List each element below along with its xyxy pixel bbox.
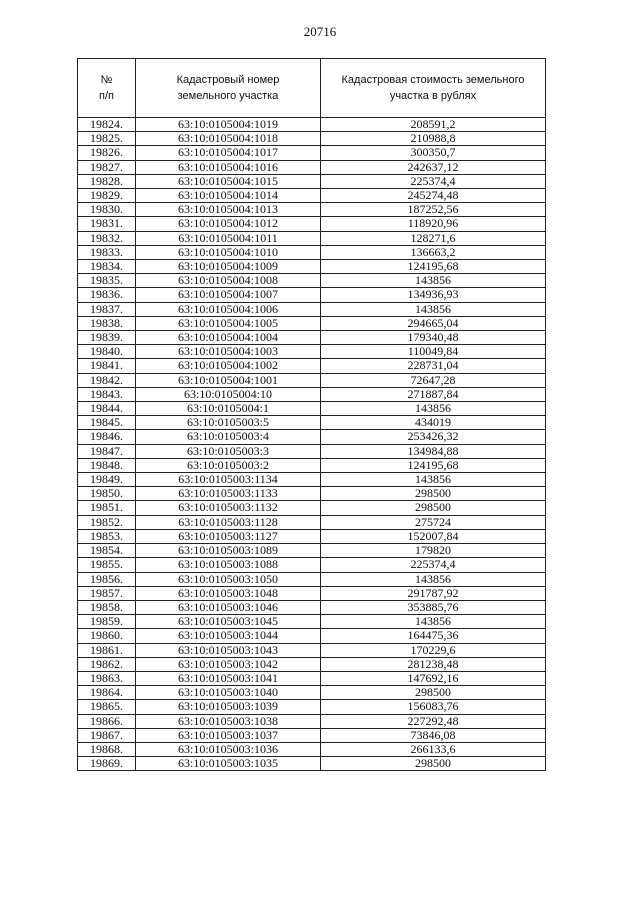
cadastral-value: 281238,48 xyxy=(321,657,546,671)
cadastral-value: 143856 xyxy=(321,473,546,487)
table-row xyxy=(78,331,546,345)
table-row xyxy=(78,260,546,274)
cadastral-number: 63:10:0105004:10 xyxy=(136,387,321,401)
cadastral-value: 291787,92 xyxy=(321,586,546,600)
table-row xyxy=(78,444,546,458)
cadastral-value: 143856 xyxy=(321,572,546,586)
cadastral-value: 187252,56 xyxy=(321,203,546,217)
row-number: 19837. xyxy=(78,302,136,316)
row-number: 19842. xyxy=(78,373,136,387)
table-row xyxy=(78,600,546,614)
row-number: 19826. xyxy=(78,146,136,160)
header-number xyxy=(78,59,136,118)
cadastral-number: 63:10:0105003:1133 xyxy=(136,487,321,501)
row-number: 19865. xyxy=(78,700,136,714)
row-number: 19843. xyxy=(78,387,136,401)
cadastral-value: 134984,88 xyxy=(321,444,546,458)
cadastral-value: 73846,08 xyxy=(321,728,546,742)
cadastral-number: 63:10:0105003:1048 xyxy=(136,586,321,600)
cadastral-value: 242637,12 xyxy=(321,160,546,174)
cadastral-value: 143856 xyxy=(321,402,546,416)
cadastral-number: 63:10:0105003:1042 xyxy=(136,657,321,671)
cadastral-number: 63:10:0105003:1035 xyxy=(136,757,321,771)
cadastral-number: 63:10:0105004:1016 xyxy=(136,160,321,174)
table-row xyxy=(78,671,546,685)
table-row xyxy=(78,629,546,643)
cadastral-value: 225374,4 xyxy=(321,558,546,572)
cadastral-number: 63:10:0105004:1013 xyxy=(136,203,321,217)
cadastral-number: 63:10:0105003:1044 xyxy=(136,629,321,643)
cadastral-value: 124195,68 xyxy=(321,458,546,472)
row-number: 19836. xyxy=(78,288,136,302)
cadastral-number: 63:10:0105003:4 xyxy=(136,430,321,444)
row-number: 19857. xyxy=(78,586,136,600)
cadastral-number: 63:10:0105004:1017 xyxy=(136,146,321,160)
row-number: 19841. xyxy=(78,359,136,373)
table-row xyxy=(78,274,546,288)
row-number: 19845. xyxy=(78,416,136,430)
table-row xyxy=(78,643,546,657)
table-row xyxy=(78,245,546,259)
cadastral-value-table xyxy=(77,58,546,771)
cadastral-value: 179340,48 xyxy=(321,331,546,345)
table-row xyxy=(78,728,546,742)
table-row xyxy=(78,572,546,586)
page-number: 20716 xyxy=(303,24,337,39)
row-number: 19827. xyxy=(78,160,136,174)
cadastral-number: 63:10:0105003:1040 xyxy=(136,686,321,700)
table-row xyxy=(78,387,546,401)
row-number: 19840. xyxy=(78,345,136,359)
table-row xyxy=(78,189,546,203)
table-row xyxy=(78,515,546,529)
table-row xyxy=(78,203,546,217)
cadastral-value: 134936,93 xyxy=(321,288,546,302)
table-row xyxy=(78,501,546,515)
cadastral-value: 298500 xyxy=(321,487,546,501)
row-number: 19854. xyxy=(78,544,136,558)
cadastral-number: 63:10:0105003:1038 xyxy=(136,714,321,728)
table-row xyxy=(78,146,546,160)
header-row xyxy=(78,59,546,118)
cadastral-value: 298500 xyxy=(321,686,546,700)
header-cadastral-value-line2: участка в рублях xyxy=(389,90,477,102)
cadastral-value: 300350,7 xyxy=(321,146,546,160)
cadastral-value: 298500 xyxy=(321,757,546,771)
cadastral-number: 63:10:0105004:1018 xyxy=(136,132,321,146)
cadastral-number: 63:10:0105004:1010 xyxy=(136,245,321,259)
cadastral-number: 63:10:0105003:1039 xyxy=(136,700,321,714)
table-row xyxy=(78,132,546,146)
cadastral-value: 136663,2 xyxy=(321,245,546,259)
table-row xyxy=(78,586,546,600)
row-number: 19869. xyxy=(78,757,136,771)
cadastral-value: 118920,96 xyxy=(321,217,546,231)
cadastral-value: 353885,76 xyxy=(321,600,546,614)
table-row xyxy=(78,288,546,302)
cadastral-number: 63:10:0105004:1019 xyxy=(136,118,321,132)
cadastral-number: 63:10:0105003:3 xyxy=(136,444,321,458)
cadastral-number: 63:10:0105004:1007 xyxy=(136,288,321,302)
cadastral-value: 110049,84 xyxy=(321,345,546,359)
row-number: 19858. xyxy=(78,600,136,614)
row-number: 19859. xyxy=(78,615,136,629)
table-row xyxy=(78,174,546,188)
cadastral-number: 63:10:0105003:1036 xyxy=(136,742,321,756)
cadastral-value: 128271,6 xyxy=(321,231,546,245)
cadastral-number: 63:10:0105003:1050 xyxy=(136,572,321,586)
row-number: 19833. xyxy=(78,245,136,259)
table-body xyxy=(78,118,546,771)
header-cadastral-value xyxy=(321,59,546,118)
cadastral-value: 245274,48 xyxy=(321,189,546,203)
cadastral-value: 253426,32 xyxy=(321,430,546,444)
header-cadastral-value-line1: Кадастровая стоимость земельного xyxy=(341,74,525,86)
row-number: 19839. xyxy=(78,331,136,345)
table-row xyxy=(78,657,546,671)
cadastral-value: 227292,48 xyxy=(321,714,546,728)
cadastral-value: 124195,68 xyxy=(321,260,546,274)
cadastral-value: 294665,04 xyxy=(321,316,546,330)
table-row xyxy=(78,416,546,430)
cadastral-number: 63:10:0105003:5 xyxy=(136,416,321,430)
cadastral-value: 156083,76 xyxy=(321,700,546,714)
cadastral-number: 63:10:0105003:1037 xyxy=(136,728,321,742)
table-row xyxy=(78,373,546,387)
row-number: 19852. xyxy=(78,515,136,529)
cadastral-value: 228731,04 xyxy=(321,359,546,373)
cadastral-value: 143856 xyxy=(321,302,546,316)
table-row xyxy=(78,217,546,231)
cadastral-number: 63:10:0105004:1004 xyxy=(136,331,321,345)
row-number: 19864. xyxy=(78,686,136,700)
cadastral-number: 63:10:0105004:1002 xyxy=(136,359,321,373)
table-row xyxy=(78,487,546,501)
row-number: 19829. xyxy=(78,189,136,203)
cadastral-number: 63:10:0105003:1089 xyxy=(136,544,321,558)
cadastral-value: 225374,4 xyxy=(321,174,546,188)
cadastral-number: 63:10:0105004:1014 xyxy=(136,189,321,203)
cadastral-number: 63:10:0105003:1132 xyxy=(136,501,321,515)
row-number: 19851. xyxy=(78,501,136,515)
cadastral-number: 63:10:0105004:1015 xyxy=(136,174,321,188)
table-row xyxy=(78,430,546,444)
table-row xyxy=(78,345,546,359)
row-number: 19830. xyxy=(78,203,136,217)
row-number: 19862. xyxy=(78,657,136,671)
row-number: 19835. xyxy=(78,274,136,288)
header-cadastral-number xyxy=(136,59,321,118)
row-number: 19860. xyxy=(78,629,136,643)
cadastral-value: 210988,8 xyxy=(321,132,546,146)
row-number: 19832. xyxy=(78,231,136,245)
cadastral-number: 63:10:0105003:1128 xyxy=(136,515,321,529)
table-row xyxy=(78,742,546,756)
cadastral-value: 164475,36 xyxy=(321,629,546,643)
row-number: 19855. xyxy=(78,558,136,572)
cadastral-number: 63:10:0105003:1046 xyxy=(136,600,321,614)
table-row xyxy=(78,529,546,543)
row-number: 19838. xyxy=(78,316,136,330)
cadastral-value: 275724 xyxy=(321,515,546,529)
cadastral-value: 72647,28 xyxy=(321,373,546,387)
row-number: 19861. xyxy=(78,643,136,657)
cadastral-value: 170229,6 xyxy=(321,643,546,657)
table-row xyxy=(78,757,546,771)
row-number: 19849. xyxy=(78,473,136,487)
table-row xyxy=(78,160,546,174)
row-number: 19866. xyxy=(78,714,136,728)
table-row xyxy=(78,714,546,728)
header-number-line1: № xyxy=(100,74,113,86)
table-header xyxy=(78,59,546,118)
cadastral-value: 152007,84 xyxy=(321,529,546,543)
cadastral-value: 179820 xyxy=(321,544,546,558)
table-row xyxy=(78,473,546,487)
cadastral-number: 63:10:0105004:1006 xyxy=(136,302,321,316)
cadastral-value: 147692,16 xyxy=(321,671,546,685)
row-number: 19844. xyxy=(78,402,136,416)
cadastral-number: 63:10:0105004:1005 xyxy=(136,316,321,330)
cadastral-number: 63:10:0105004:1012 xyxy=(136,217,321,231)
row-number: 19850. xyxy=(78,487,136,501)
row-number: 19856. xyxy=(78,572,136,586)
table-row xyxy=(78,558,546,572)
cadastral-value: 298500 xyxy=(321,501,546,515)
table-row xyxy=(78,700,546,714)
cadastral-value: 143856 xyxy=(321,615,546,629)
cadastral-number: 63:10:0105004:1011 xyxy=(136,231,321,245)
cadastral-value: 271887,84 xyxy=(321,387,546,401)
cadastral-number: 63:10:0105003:1041 xyxy=(136,671,321,685)
cadastral-value: 143856 xyxy=(321,274,546,288)
header-cadastral-number-line2: земельного участка xyxy=(177,90,279,102)
table-row xyxy=(78,402,546,416)
cadastral-number: 63:10:0105003:1134 xyxy=(136,473,321,487)
header-number-line2: п/п xyxy=(99,90,114,102)
cadastral-number: 63:10:0105003:1088 xyxy=(136,558,321,572)
table-row xyxy=(78,316,546,330)
table-row xyxy=(78,686,546,700)
row-number: 19853. xyxy=(78,529,136,543)
table-row xyxy=(78,544,546,558)
row-number: 19847. xyxy=(78,444,136,458)
row-number: 19834. xyxy=(78,260,136,274)
cadastral-value: 208591,2 xyxy=(321,118,546,132)
cadastral-number: 63:10:0105004:1008 xyxy=(136,274,321,288)
cadastral-number: 63:10:0105004:1 xyxy=(136,402,321,416)
cadastral-value: 434019 xyxy=(321,416,546,430)
row-number: 19848. xyxy=(78,458,136,472)
table-row xyxy=(78,615,546,629)
cadastral-number: 63:10:0105003:2 xyxy=(136,458,321,472)
row-number: 19825. xyxy=(78,132,136,146)
cadastral-number: 63:10:0105003:1127 xyxy=(136,529,321,543)
header-cadastral-number-line1: Кадастровый номер xyxy=(176,74,280,86)
cadastral-number: 63:10:0105004:1003 xyxy=(136,345,321,359)
row-number: 19824. xyxy=(78,118,136,132)
row-number: 19868. xyxy=(78,742,136,756)
table-row xyxy=(78,359,546,373)
cadastral-number: 63:10:0105004:1009 xyxy=(136,260,321,274)
row-number: 19831. xyxy=(78,217,136,231)
table-row xyxy=(78,458,546,472)
cadastral-value: 266133,6 xyxy=(321,742,546,756)
row-number: 19846. xyxy=(78,430,136,444)
row-number: 19828. xyxy=(78,174,136,188)
table-row xyxy=(78,302,546,316)
cadastral-number: 63:10:0105003:1043 xyxy=(136,643,321,657)
cadastral-number: 63:10:0105003:1045 xyxy=(136,615,321,629)
table-row xyxy=(78,231,546,245)
cadastral-number: 63:10:0105004:1001 xyxy=(136,373,321,387)
row-number: 19867. xyxy=(78,728,136,742)
row-number: 19863. xyxy=(78,671,136,685)
table-row xyxy=(78,118,546,132)
